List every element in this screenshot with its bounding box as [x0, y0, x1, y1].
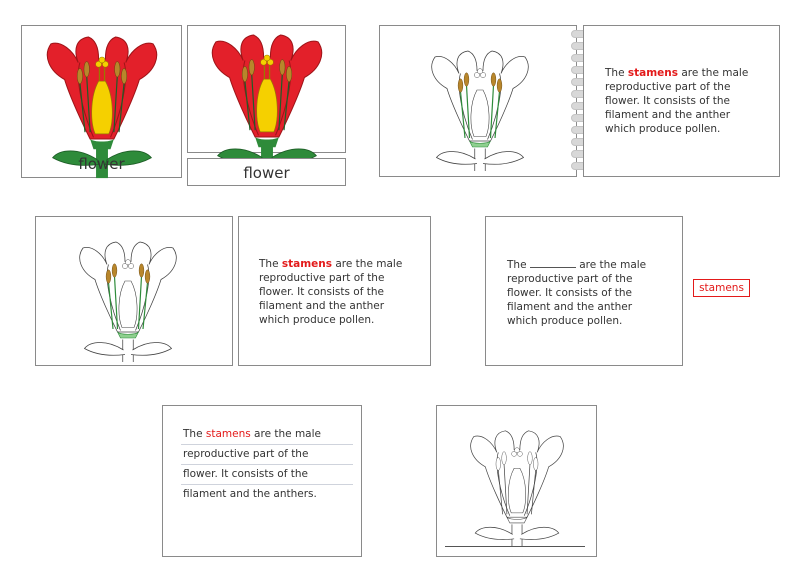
label-card[interactable]	[187, 158, 346, 186]
term-highlight: stamens	[205, 428, 251, 440]
blank-definition-text: The are the male reproductive part of the flower. It consists of the filament and the anther which produce pollen.	[507, 259, 647, 327]
outline-worksheet-card[interactable]	[436, 405, 597, 557]
answer-label-card[interactable]	[693, 279, 750, 297]
definition-text: The stamens are the male reproductive part of the flower. It consists of the filament and the anther which produce pollen.	[605, 67, 749, 135]
label-card-text: flower	[243, 164, 290, 182]
flower-illustration-icon	[188, 26, 346, 154]
tracing-card[interactable]	[162, 405, 362, 557]
booklet-right-page[interactable]	[583, 25, 780, 177]
blank-definition-card[interactable]	[485, 216, 683, 366]
answer-blank[interactable]	[530, 257, 576, 268]
definition-text: The stamens are the male reproductive part of the flower. It consists of the filament and the anther which produce pollen.	[259, 258, 403, 326]
flower-outline-illustration-icon	[437, 406, 597, 558]
control-card-label: flower	[78, 155, 125, 173]
tracing-text: The stamens are the male reproductive part of the flower. It consists of the filament and the anthers.	[181, 425, 353, 504]
definition-picture-card[interactable]	[35, 216, 233, 366]
picture-card[interactable]	[187, 25, 346, 153]
term-highlight: stamens	[281, 258, 333, 270]
answer-label-text: stamens	[699, 282, 744, 294]
term-highlight: stamens	[627, 67, 679, 79]
control-card[interactable]	[21, 25, 182, 178]
name-writing-line[interactable]	[445, 546, 585, 547]
booklet-left-page[interactable]	[379, 25, 577, 177]
flower-outline-illustration-icon	[380, 26, 576, 178]
flower-outline-illustration-icon	[36, 217, 232, 367]
definition-card[interactable]	[238, 216, 431, 366]
